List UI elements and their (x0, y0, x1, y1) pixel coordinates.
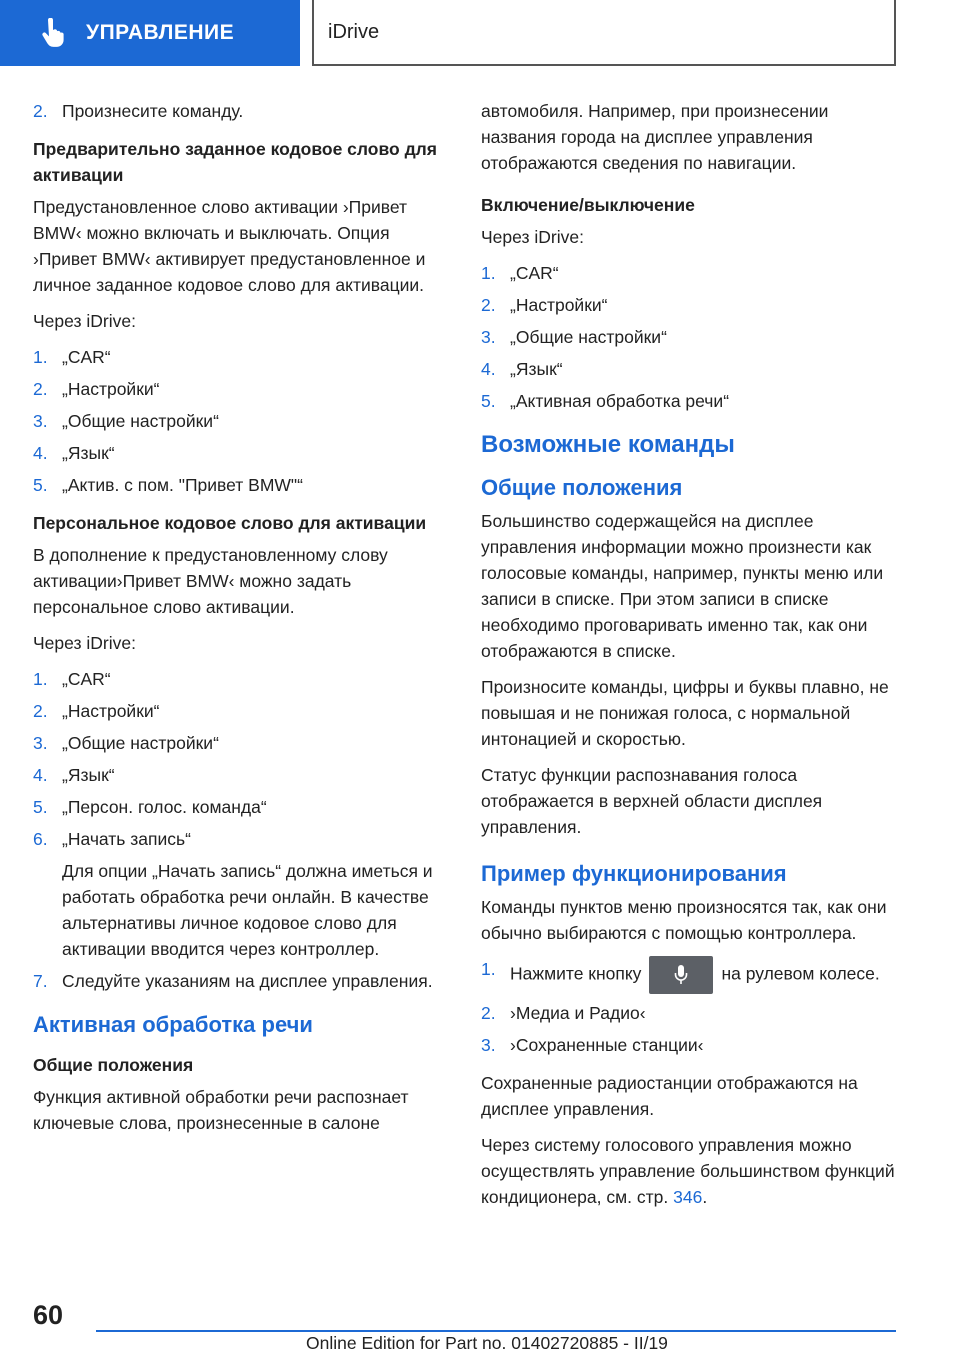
step-text: „CAR“ (510, 263, 559, 283)
list-item (481, 1032, 896, 1058)
voice-button-image (649, 956, 713, 994)
list-item (481, 388, 896, 414)
list-item (33, 472, 448, 498)
section-tab (0, 0, 300, 66)
left-column (33, 98, 448, 1146)
step-number: 2. (481, 295, 496, 315)
step-text: ›Медиа и Радио‹ (510, 1003, 646, 1023)
step-note: Для опции „Начать запись“ должна иметься и работать обработка речи онлайн. В качестве альтернативы личное кодовое слово для активации вводится через контроллер. (62, 861, 433, 959)
list-item (33, 344, 448, 370)
list-item (33, 968, 448, 994)
step-number: 3. (481, 327, 496, 347)
step-number: 4. (33, 443, 48, 463)
list-item (481, 324, 896, 350)
step-list-example (481, 956, 896, 1058)
via-idrive-label: Через iDrive: (33, 633, 136, 653)
heading-active-speech: Активная обработка речи (33, 1012, 313, 1037)
section-title: УПРАВЛЕНИЕ (86, 21, 235, 44)
paragraph-personal: В дополнение к предустановленному слову активации›Привет BMW‹ можно задать персональное слово активации. (33, 545, 388, 617)
step-number: 2. (33, 701, 48, 721)
step-list-on-off (481, 260, 896, 414)
paragraph-voice-control (481, 1132, 896, 1210)
step-text: „Начать запись“ (62, 829, 191, 849)
list-item (33, 698, 448, 724)
page-header (0, 0, 960, 66)
heading-personal-wake-word: Персональное кодовое слово для активации (33, 513, 427, 533)
step-body (62, 826, 448, 962)
step-text: „Настройки“ (510, 295, 608, 315)
step-text: „CAR“ (62, 347, 111, 367)
list-item (33, 794, 448, 820)
footer-edition: Online Edition for Part no. 01402720885 - II/19 (306, 1333, 668, 1353)
list-item (33, 730, 448, 756)
list-item (481, 956, 896, 994)
list-item (33, 826, 448, 962)
step-text-before: Нажмите кнопку (510, 963, 642, 984)
step-number: 2. (33, 379, 48, 399)
step-number: 2. (481, 1003, 496, 1023)
heading-general: Общие положения (33, 1055, 194, 1075)
list-item (33, 376, 448, 402)
step-text: „Язык“ (510, 359, 563, 379)
via-idrive-label: Через iDrive: (33, 311, 136, 331)
step-body (510, 956, 896, 994)
step-text: „Общие настройки“ (510, 327, 667, 347)
step-number: 4. (33, 765, 48, 785)
step-number: 5. (33, 797, 48, 817)
step-text: Произнесите команду. (62, 101, 244, 121)
hand-pointer-icon (40, 18, 66, 48)
step-number: 5. (481, 391, 496, 411)
microphone-icon (674, 964, 688, 986)
step-number: 2. (33, 101, 48, 121)
paragraph-continued: автомобиля. Например, при произнесении названия города на дисплее управления отображаются сведения по навигации. (481, 101, 829, 173)
step-list-top (33, 98, 448, 124)
step-text: Следуйте указаниям на дисплее управления. (62, 971, 433, 991)
heading-example: Пример функционирования (481, 861, 787, 886)
heading-possible-commands: Возможные команды (481, 431, 735, 458)
list-item (33, 408, 448, 434)
step-text: ›Сохраненные станции‹ (510, 1035, 704, 1055)
paragraph-predefined: Предустановленное слово активации ›Привет BMW‹ можно включать и выключать. Опция ›Привет BMW‹ активирует предустановленное и личное заданное кодовое слово для активации. (33, 197, 426, 295)
step-number: 6. (33, 829, 48, 849)
step-number: 1. (481, 959, 496, 979)
paragraph-active-speech: Функция активной обработки речи распознает ключевые слова, произнесенные в салоне (33, 1087, 409, 1133)
step-text: „CAR“ (62, 669, 111, 689)
chapter-tab (312, 0, 896, 66)
paragraph-saved-stations: Сохраненные радиостанции отображаются на дисплее управления. (481, 1073, 858, 1119)
step-text: „Настройки“ (62, 379, 160, 399)
step-number: 3. (481, 1035, 496, 1055)
step-number: 1. (33, 669, 48, 689)
voice-control-end: . (702, 1187, 708, 1207)
step-number: 1. (33, 347, 48, 367)
list-item (33, 440, 448, 466)
step-text: „Персон. голос. команда“ (62, 797, 267, 817)
page-reference-link[interactable]: 346 (673, 1187, 703, 1207)
paragraph-commands-1: Большинство содержащейся на дисплее управления информации можно произнести как голосовые команды, например, пункты меню или записи в списке. При этом записи в списке необходимо проговаривать именно так, как они отображаются в списке. (481, 511, 884, 661)
heading-on-off: Включение/выключение (481, 195, 695, 215)
step-number: 3. (33, 411, 48, 431)
list-item (481, 356, 896, 382)
page-number: 60 (33, 1300, 64, 1330)
list-item (33, 666, 448, 692)
step-text: „Общие настройки“ (62, 411, 219, 431)
list-item (33, 762, 448, 788)
paragraph-commands-2: Произносите команды, цифры и буквы плавно, не повышая и не понижая голоса, с нормальной интонацией и скоростью. (481, 677, 889, 749)
paragraph-commands-3: Статус функции распознавания голоса отображается в верхней области дисплея управления. (481, 765, 823, 837)
step-text: „Активная обработка речи“ (510, 391, 730, 411)
step-list-predefined (33, 344, 448, 498)
step-text: „Актив. с пом. "Привет BMW"“ (62, 475, 303, 495)
step-number: 5. (33, 475, 48, 495)
chapter-title: iDrive (328, 20, 380, 43)
heading-predefined-wake-word: Предварительно заданное кодовое слово для активации (33, 139, 438, 185)
footer-divider (96, 1330, 896, 1332)
list-item (481, 260, 896, 286)
via-idrive-label: Через iDrive: (481, 227, 584, 247)
list-item (33, 98, 448, 124)
step-text: „Язык“ (62, 765, 115, 785)
step-number: 7. (33, 971, 48, 991)
list-item (481, 292, 896, 318)
step-text: „Настройки“ (62, 701, 160, 721)
heading-general-provisions: Общие положения (481, 475, 683, 500)
step-text: „Общие настройки“ (62, 733, 219, 753)
paragraph-example: Команды пунктов меню произносятся так, как они обычно выбираются с помощью контроллера. (481, 897, 887, 943)
step-text: „Язык“ (62, 443, 115, 463)
right-column (481, 98, 896, 1220)
step-list-personal (33, 666, 448, 994)
step-number: 1. (481, 263, 496, 283)
step-number: 3. (33, 733, 48, 753)
step-number: 4. (481, 359, 496, 379)
step-text-after: на рулевом колесе. (721, 963, 880, 984)
list-item (481, 1000, 896, 1026)
voice-control-text: Через систему голосового управления можно осуществлять управление большинством функций кондиционера, см. стр. (481, 1135, 895, 1207)
